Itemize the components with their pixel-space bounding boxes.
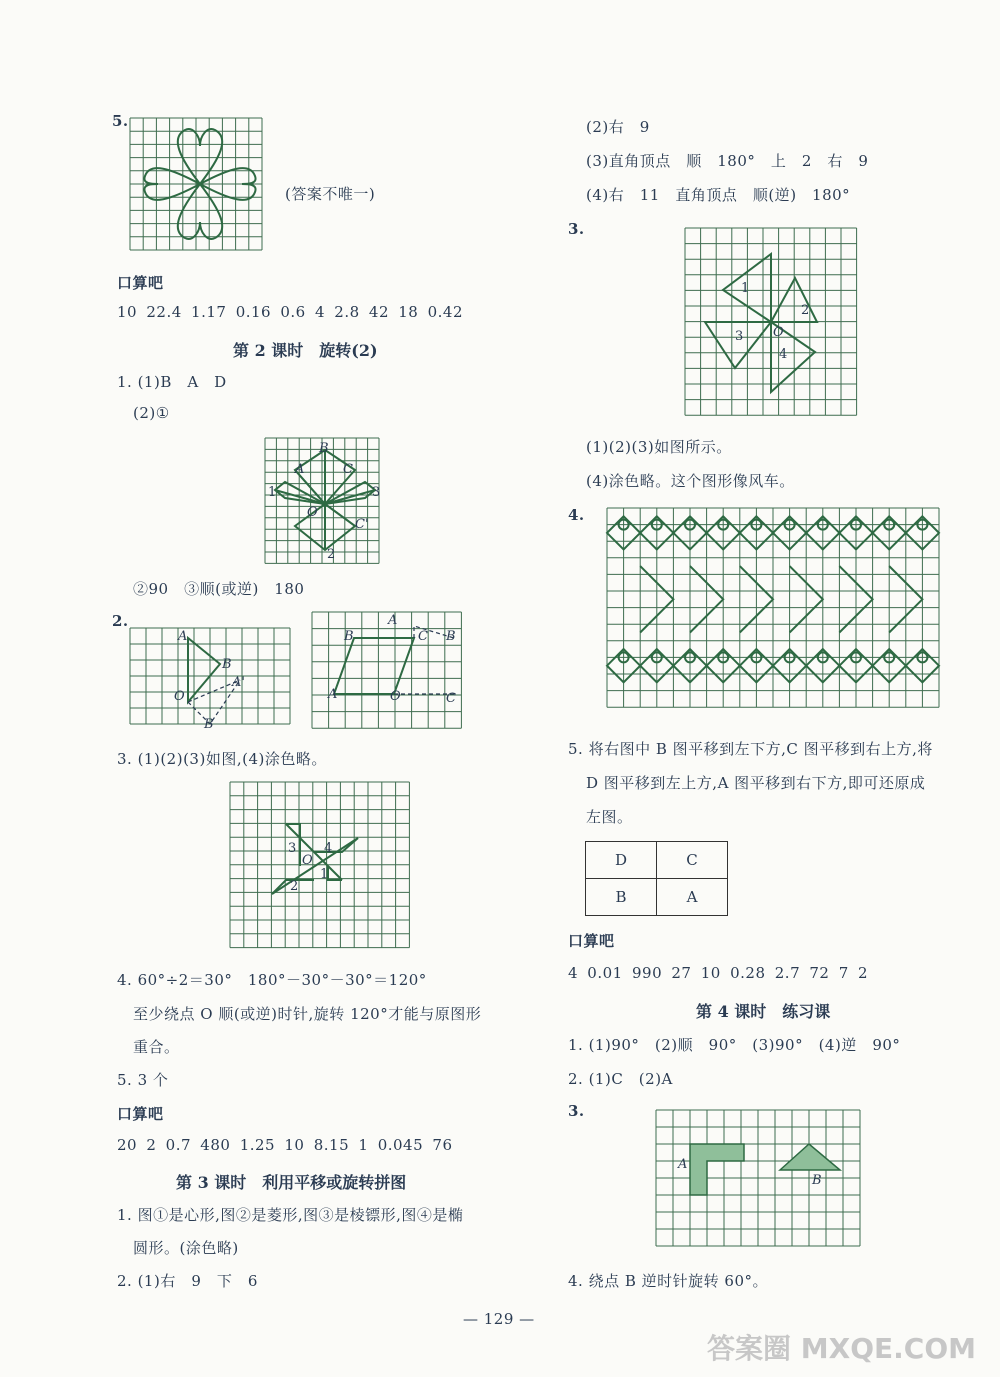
label-2: 2: [801, 303, 810, 318]
l4-q4-text: 4. 绕点 B 逆时针旋转 60°。: [568, 1272, 768, 1290]
r3-line1: (1)(2)(3)如图所示。: [586, 438, 732, 456]
label-4: 4: [779, 347, 788, 362]
l3-q2-text: 2. (1)右 9 下 6: [117, 1272, 258, 1290]
label-O: O: [307, 505, 318, 520]
label-3: 3: [288, 841, 297, 856]
l2-q1-line3: ②90 ③顺(或逆) 180: [133, 580, 305, 598]
label-3: 3: [372, 485, 381, 500]
label-O: O: [773, 325, 784, 340]
cell-A: A: [657, 879, 728, 916]
kousuan-title-3: 口算吧: [568, 932, 615, 950]
l2-q1-line1: 1. (1)B A D: [117, 373, 227, 391]
kousuan-values-3: 4 0.01 990 27 10 0.28 2.7 72 7 2: [568, 964, 869, 982]
parallelogram-rotation-figure: [312, 612, 464, 734]
kousuan-values-2: 20 2 0.7 480 1.25 10 8.15 1 0.045 76: [117, 1136, 453, 1154]
label-1: 1: [268, 485, 277, 500]
label-O: O: [174, 689, 185, 704]
pattern-grid-figure: [607, 508, 941, 712]
watermark: 答案圈 MXQE.COM: [707, 1332, 976, 1365]
r4-label: 4.: [568, 506, 585, 524]
shaded-shapes-figure: [656, 1110, 860, 1246]
label-A-2: A: [328, 687, 338, 702]
label-C-prime: C': [355, 517, 369, 532]
label-2: 2: [290, 879, 299, 894]
l4-q1-text: 1. (1)90° (2)顺 90° (3)90° (4)逆 90°: [568, 1036, 901, 1054]
label-A: A: [295, 462, 305, 477]
label-C-2: C: [446, 691, 456, 706]
label-1: 1: [320, 867, 329, 882]
label-A: A: [388, 613, 398, 628]
l2-q5-text: 5. 3 个: [117, 1071, 169, 1089]
cell-D: D: [586, 842, 657, 879]
q5-label: 5.: [112, 112, 129, 130]
l2-q4-line3: 重合。: [133, 1038, 180, 1056]
r3-line2: (4)涂色略。这个图形像风车。: [586, 472, 795, 490]
l3-q1-line1: 1. 图①是心形,图②是菱形,图③是棱镖形,图④是椭: [117, 1206, 464, 1224]
label-B-prime: B: [204, 717, 214, 732]
rotation-star-figure: [265, 438, 385, 564]
windmill-figure: [685, 228, 859, 416]
label-2: 2: [327, 547, 336, 562]
answer-not-unique-note: (答案不唯一): [285, 185, 376, 203]
l4-q3-label: 3.: [568, 1102, 585, 1120]
lesson-2-title: 第 2 课时 旋转(2): [233, 341, 378, 360]
label-4: 4: [324, 841, 333, 856]
l2-q4-line1: 4. 60°÷2＝30° 180°－30°－30°＝120°: [117, 971, 427, 989]
l2-q4-line2: 至少绕点 O 顺(或逆)时针,旋转 120°才能与原图形: [133, 1005, 482, 1023]
r5-line3: 左图。: [586, 808, 633, 826]
r2-line3: (4)右 11 直角顶点 顺(逆) 180°: [586, 186, 851, 204]
label-B: B: [344, 629, 354, 644]
r2-line2: (3)直角顶点 顺 180° 上 2 右 9: [586, 152, 869, 170]
r3-label: 3.: [568, 220, 585, 238]
label-O: O: [302, 853, 313, 868]
l3-q1-line2: 圆形。(涂色略): [133, 1239, 239, 1257]
lesson-4-title: 第 4 课时 练习课: [696, 1002, 831, 1021]
label-A: A: [678, 1157, 688, 1172]
l2-q1-line2: (2)①: [133, 404, 170, 422]
lesson-3-title: 第 3 课时 利用平移或旋转拼图: [176, 1173, 407, 1192]
l4-q2-text: 2. (1)C (2)A: [568, 1070, 673, 1088]
l2-q3-text: 3. (1)(2)(3)如图,(4)涂色略。: [117, 750, 327, 768]
pinwheel-figure: [230, 782, 410, 950]
r2-line1: (2)右 9: [586, 118, 650, 136]
label-3: 3: [735, 329, 744, 344]
label-B: B: [222, 657, 232, 672]
label-B: B: [812, 1173, 822, 1188]
flower-grid-figure: [130, 118, 270, 250]
kousuan-title-2: 口算吧: [117, 1105, 164, 1123]
r5-line2: D 图平移到左上方,A 图平移到右下方,即可还原成: [586, 774, 926, 792]
cell-C: C: [657, 842, 728, 879]
l2-q2-label: 2.: [112, 612, 129, 630]
kousuan-values-1: 10 22.4 1.17 0.16 0.6 4 2.8 42 18 0.42: [117, 303, 464, 321]
arrangement-table: [585, 841, 728, 916]
page-number: — 129 —: [463, 1310, 535, 1328]
label-B-2: B: [446, 629, 456, 644]
label-O: O: [390, 689, 401, 704]
cell-B: B: [586, 879, 657, 916]
label-C: C: [343, 462, 353, 477]
label-1: 1: [741, 281, 750, 296]
triangle-rotation-figure: [130, 628, 292, 730]
r5-line1: 5. 将右图中 B 图平移到左下方,C 图平移到右上方,将: [568, 740, 933, 758]
label-A-prime: A': [232, 675, 245, 690]
label-A: A: [178, 629, 188, 644]
label-B: B: [319, 441, 329, 456]
label-C: C: [418, 629, 428, 644]
kousuan-title-1: 口算吧: [117, 274, 164, 292]
